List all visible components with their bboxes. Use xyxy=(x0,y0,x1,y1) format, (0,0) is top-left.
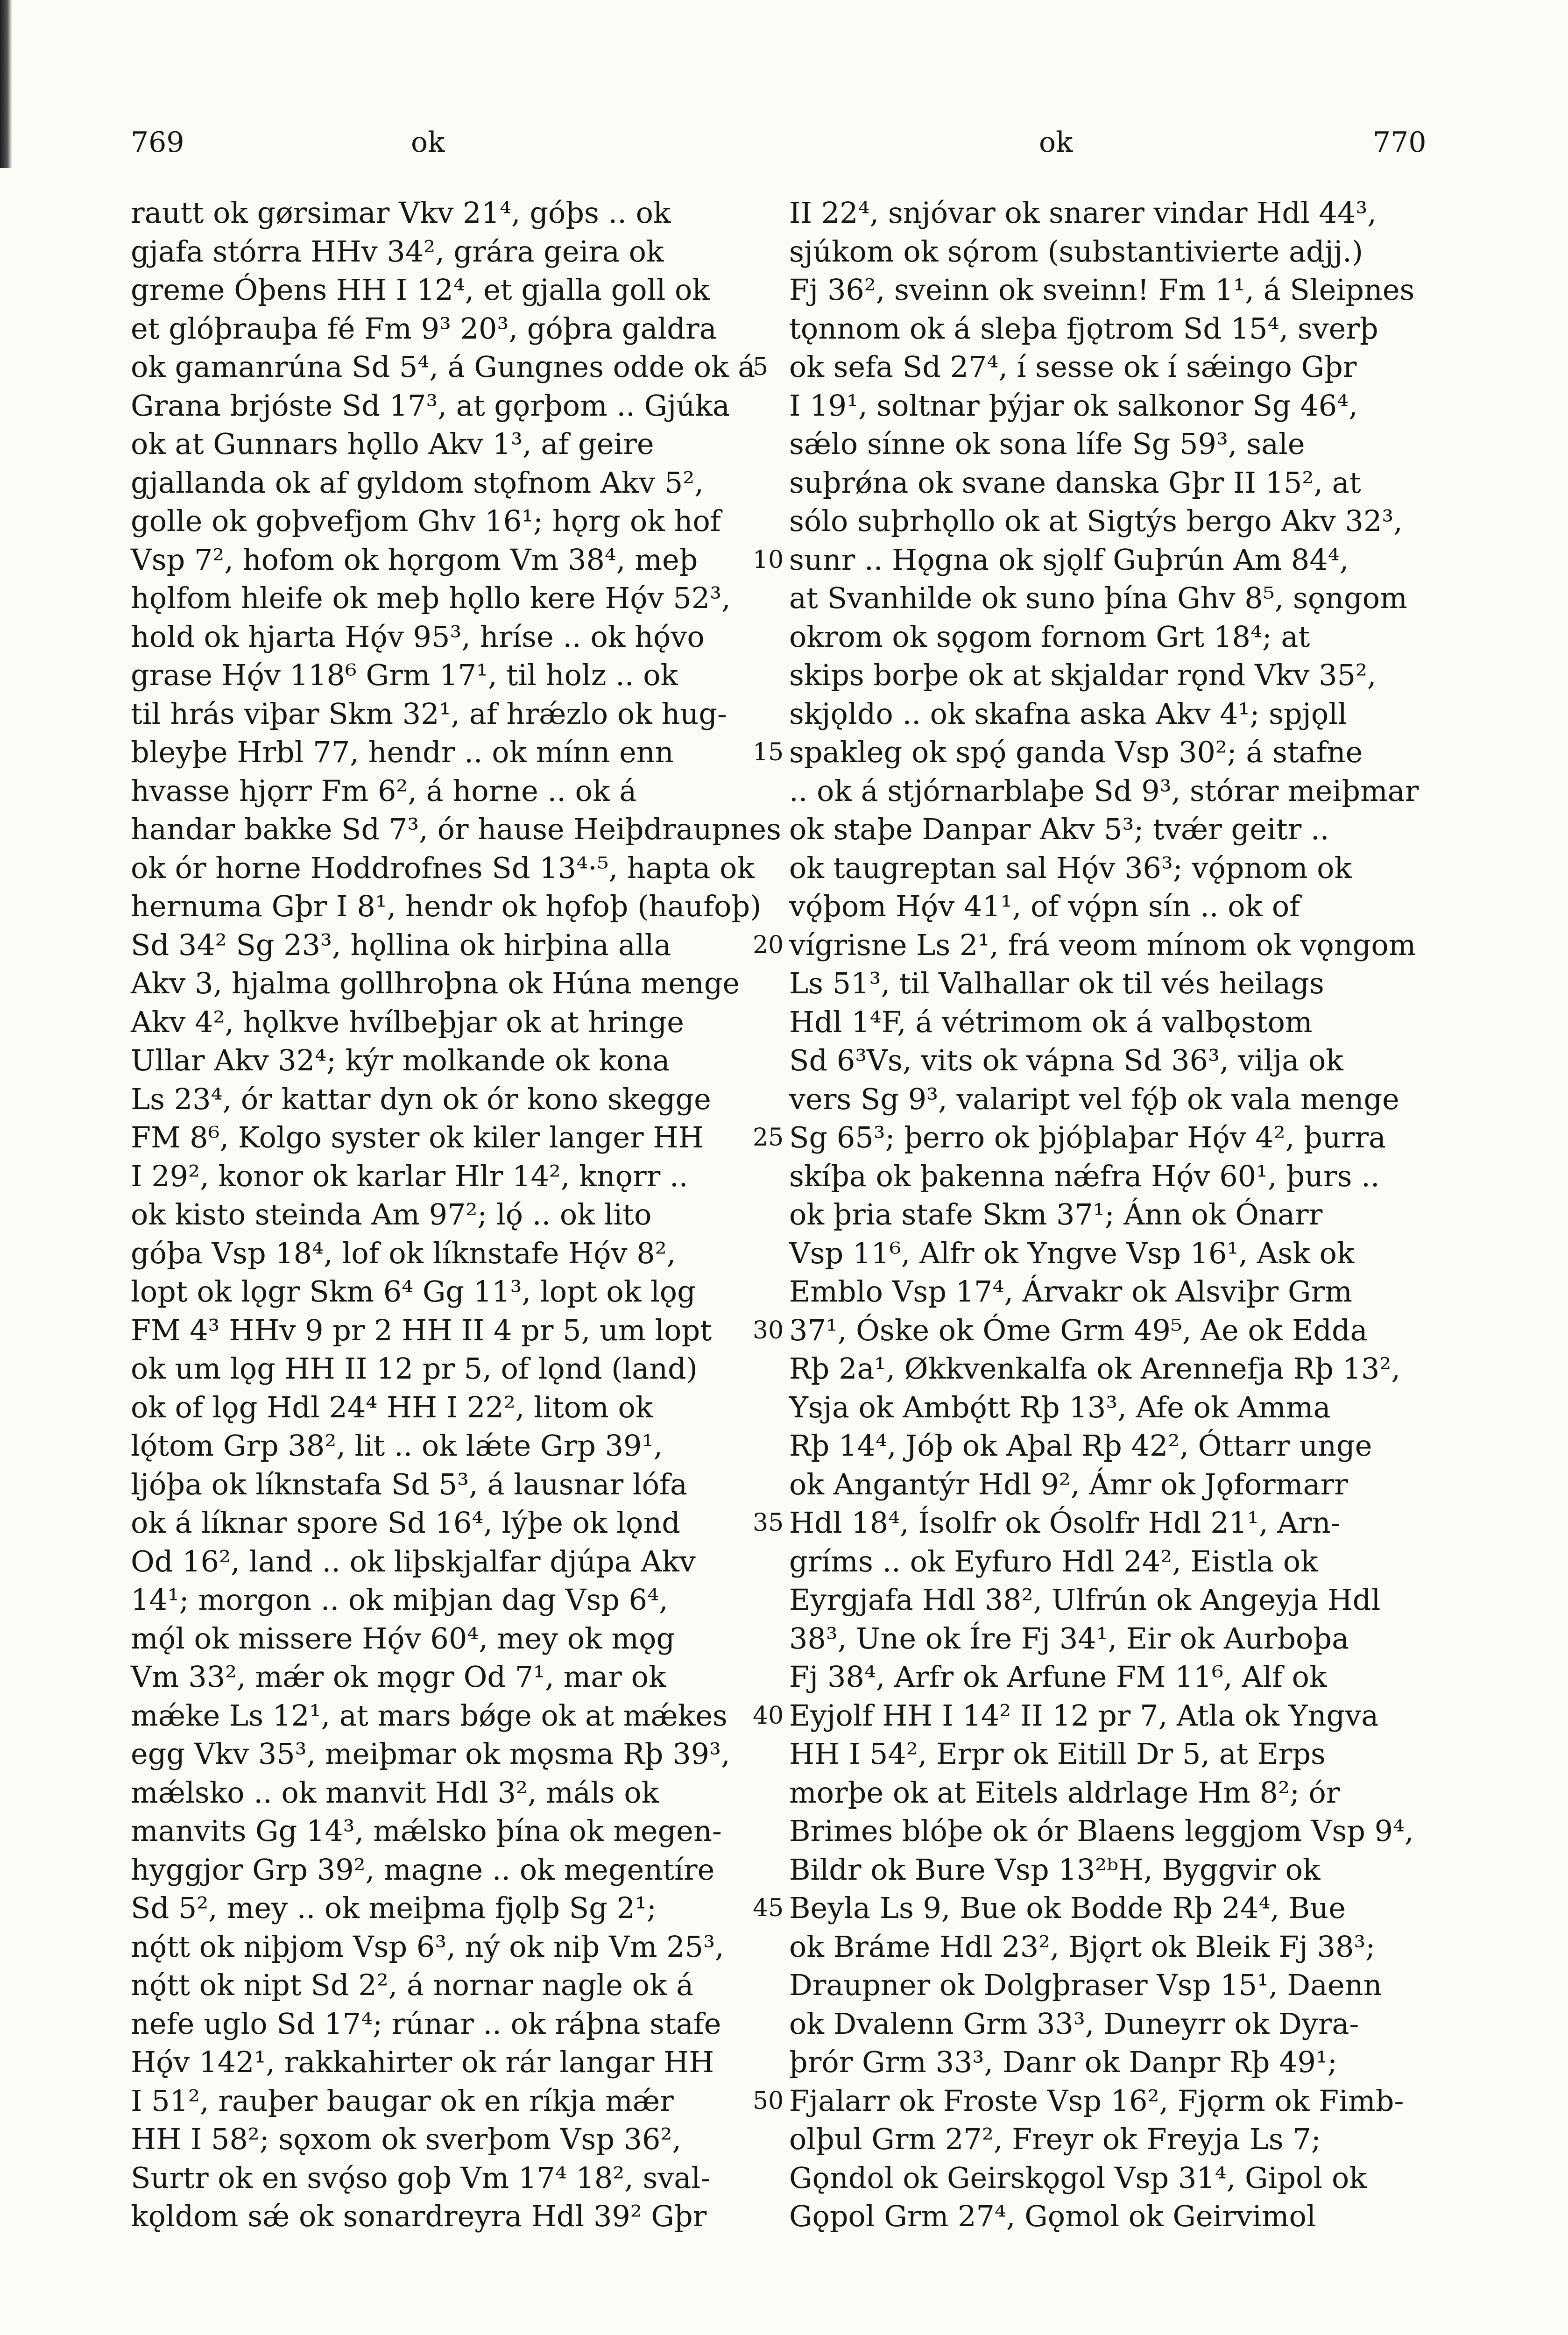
text-line: Brimes blóþe ok ór Blaens leggjom Vsp 9⁴, xyxy=(789,1814,1414,1848)
text-line: Vsp 7², hofom ok hǫrgom Vm 38⁴, meþ xyxy=(131,542,698,577)
text-line: manvits Gg 14³, mǽlsko þína ok megen- xyxy=(131,1814,722,1848)
text-line: skíþa ok þakenna nǽfra Hǫ́v 60¹, þurs .. xyxy=(789,1159,1380,1193)
text-line: Beyla Ls 9, Bue ok Bodde Rþ 24⁴, Bue xyxy=(789,1891,1346,1925)
text-line: I 19¹, soltnar þýjar ok salkonor Sg 46⁴, xyxy=(789,388,1358,423)
text-line: okrom ok sǫgom fornom Grt 18⁴; at xyxy=(789,619,1310,654)
text-line: ok þria stafe Skm 37¹; Ánn ok Ónarr xyxy=(789,1197,1323,1231)
text-line: sólo suþrhǫllo ok at Sigtýs bergo Akv 32³, xyxy=(789,504,1403,538)
text-line: sǽlo sínne ok sona lífe Sg 59³, sale xyxy=(789,427,1305,461)
text-line: 14¹; morgon .. ok miþjan dag Vsp 6⁴, xyxy=(131,1583,668,1617)
text-line: bleyþe Hrbl 77, hendr .. ok mínn enn xyxy=(131,735,674,769)
text-line: sunr .. Hǫgna ok sjǫlf Guþrún Am 84⁴, xyxy=(789,542,1349,577)
text-line: lopt ok lǫgr Skm 6⁴ Gg 11³, lopt ok lǫg xyxy=(131,1274,696,1309)
text-line: Rþ 2a¹, Økkvenkalfa ok Arennefja Rþ 13², xyxy=(789,1351,1400,1386)
text-line: mǽke Ls 12¹, at mars bǿge ok at mǽkes xyxy=(131,1698,727,1733)
text-line: góþa Vsp 18⁴, lof ok líknstafe Hǫ́v 8², xyxy=(131,1236,676,1270)
text-line: ok kisto steinda Am 97²; lǫ́ .. ok lito xyxy=(131,1197,652,1231)
text-line: Hǫ́v 142¹, rakkahirter ok rár langar HH xyxy=(131,2045,714,2079)
text-line: Fjalarr ok Froste Vsp 16², Fjǫrm ok Fimb- xyxy=(789,2083,1404,2118)
text-line: olþul Grm 27², Freyr ok Freyja Ls 7; xyxy=(789,2122,1321,2156)
text-line: greme Óþens HH I 12⁴, et gjalla goll ok xyxy=(131,273,710,307)
line-number: 45 xyxy=(753,1894,784,1922)
text-line: sjúkom ok sǫ́rom (substantivierte adjj.) xyxy=(789,234,1363,269)
text-line: Sd 34² Sg 23³, hǫllina ok hirþina alla xyxy=(131,927,671,962)
text-line: ok sefa Sd 27⁴, í sesse ok í sǽingo Gþr xyxy=(789,350,1357,384)
left-headword: ok xyxy=(411,126,445,159)
text-line: ljóþa ok líknstafa Sd 5³, á lausnar lófa xyxy=(131,1467,687,1501)
right-headword: ok xyxy=(1039,126,1073,159)
text-line: ok staþe Danpar Akv 5³; tvǽr geitr .. xyxy=(789,812,1329,846)
text-line: HH I 58²; sǫxom ok sverþom Vsp 36², xyxy=(131,2122,682,2156)
text-line: vǫ́þom Hǫ́v 41¹, of vǫ́pn sín .. ok of xyxy=(789,889,1300,923)
text-line: 37¹, Óske ok Óme Grm 49⁵, Ae ok Edda xyxy=(789,1313,1368,1347)
text-line: golle ok goþvefjom Ghv 16¹; hǫrg ok hof xyxy=(131,504,721,538)
text-line: Emblo Vsp 17⁴, Árvakr ok Alsviþr Grm xyxy=(789,1274,1352,1309)
text-line: Ysja ok Ambǫ́tt Rþ 13³, Afe ok Amma xyxy=(789,1390,1331,1424)
text-line: rautt ok gørsimar Vkv 21⁴, góþs .. ok xyxy=(131,196,671,230)
text-line: Hdl 1⁴F, á vétrimom ok á valbǫstom xyxy=(789,1005,1313,1039)
text-line: HH I 54², Erpr ok Eitill Dr 5, at Erps xyxy=(789,1737,1326,1771)
text-line: Draupner ok Dolgþraser Vsp 15¹, Daenn xyxy=(789,1968,1382,2002)
line-number: 35 xyxy=(753,1509,784,1537)
text-line: vers Sg 9³, valaript vel fǫ́þ ok vala menge xyxy=(789,1082,1399,1116)
text-line: gríms .. ok Eyfuro Hdl 24², Eistla ok xyxy=(789,1544,1318,1578)
text-line: grase Hǫ́v 118⁶ Grm 17¹, til holz .. ok xyxy=(131,658,678,692)
text-line: hernuma Gþr I 8¹, hendr ok hǫfoþ (haufoþ) xyxy=(131,889,762,923)
text-line: Hdl 18⁴, Ísolfr ok Ósolfr Hdl 21¹, Arn- xyxy=(789,1506,1341,1540)
text-line: ok taugreptan sal Hǫ́v 36³; vǫ́pnom ok xyxy=(789,850,1352,885)
text-line: kǫldom sǽ ok sonardreyra Hdl 39² Gþr xyxy=(131,2199,707,2233)
line-number: 25 xyxy=(753,1124,784,1152)
text-line: Grana brjóste Sd 17³, at gǫrþom .. Gjúka xyxy=(131,388,730,423)
text-line: Akv 3, hjalma gollhroþna ok Húna menge xyxy=(131,966,740,1000)
text-line: Ls 23⁴, ór kattar dyn ok ór kono skegge xyxy=(131,1082,711,1116)
text-line: Sd 6³Vs, vits ok vápna Sd 36³, vilja ok xyxy=(789,1043,1343,1077)
left-page-number: 769 xyxy=(131,126,184,159)
text-line: hyggjor Grp 39², magne .. ok megentíre xyxy=(131,1852,715,1887)
text-line: tǫnnom ok á sleþa fjǫtrom Sd 15⁴, sverþ xyxy=(789,311,1378,346)
text-line: skips borþe ok at skjaldar rǫnd Vkv 35², xyxy=(789,658,1377,692)
text-line: ok of lǫg Hdl 24⁴ HH I 22², litom ok xyxy=(131,1390,653,1424)
text-line: lǫ́tom Grp 38², lit .. ok lǽte Grp 39¹, xyxy=(131,1429,663,1463)
text-line: gjallanda ok af gyldom stǫfnom Akv 5², xyxy=(131,465,704,500)
text-line: ok at Gunnars hǫllo Akv 1³, af geire xyxy=(131,427,654,461)
line-number: 5 xyxy=(753,353,769,381)
text-line: Vm 33², mǽr ok mǫgr Od 7¹, mar ok xyxy=(131,1660,666,1694)
text-line: gjafa stórra HHv 34², grára geira ok xyxy=(131,234,664,269)
text-line: .. ok á stjórnarblaþe Sd 9³, stórar meiþmar xyxy=(789,773,1419,808)
text-line: Gǫpol Grm 27⁴, Gǫmol ok Geirvimol xyxy=(789,2199,1316,2233)
text-line: ok Dvalenn Grm 33³, Duneyrr ok Dyra- xyxy=(789,2006,1359,2041)
text-line: til hrás viþar Skm 32¹, af hrǽzlo ok hug- xyxy=(131,696,727,731)
right-page-number: 770 xyxy=(1373,126,1427,159)
page-binding-edge xyxy=(0,0,12,168)
line-number: 15 xyxy=(753,738,784,766)
right-column xyxy=(789,194,1419,2305)
text-line: Ullar Akv 32⁴; kýr molkande ok kona xyxy=(131,1043,670,1077)
text-line: hvasse hjǫrr Fm 6², á horne .. ok á xyxy=(131,773,637,808)
text-line: Od 16², land .. ok liþskjalfar djúpa Akv xyxy=(131,1544,696,1578)
text-line: morþe ok at Eitels aldrlage Hm 8²; ór xyxy=(789,1775,1340,1810)
text-line: suþrǿna ok svane danska Gþr II 15², at xyxy=(789,465,1361,500)
text-line: Vsp 11⁶, Alfr ok Yngve Vsp 16¹, Ask ok xyxy=(789,1236,1355,1270)
text-line: Eyrgjafa Hdl 38², Ulfrún ok Angeyja Hdl xyxy=(789,1583,1381,1617)
text-line: ok ór horne Hoddrofnes Sd 13⁴·⁵, hapta ok xyxy=(131,850,755,885)
text-line: I 51², rauþer baugar ok en ríkja mǽr xyxy=(131,2083,674,2118)
text-line: Surtr ok en svǫ́so goþ Vm 17⁴ 18², sval- xyxy=(131,2160,711,2195)
text-line: nǫ́tt ok niþjom Vsp 6³, ný ok niþ Vm 25³, xyxy=(131,1929,724,1964)
text-line: FM 8⁶, Kolgo syster ok kiler langer HH xyxy=(131,1120,704,1154)
text-line: þrór Grm 33³, Danr ok Danpr Rþ 49¹; xyxy=(789,2045,1337,2079)
text-line: Sd 5², mey .. ok meiþma fjǫlþ Sg 2¹; xyxy=(131,1891,657,1925)
line-number: 10 xyxy=(753,545,784,574)
line-number: 20 xyxy=(753,931,784,959)
line-number: 30 xyxy=(753,1316,784,1344)
text-line: egg Vkv 35³, meiþmar ok mǫsma Rþ 39³, xyxy=(131,1737,730,1771)
text-line: Eyjolf HH I 14² II 12 pr 7, Atla ok Yngva xyxy=(789,1698,1379,1733)
text-line: et glóþrauþa fé Fm 9³ 20³, góþra galdra xyxy=(131,311,717,346)
text-line: Ls 51³, til Valhallar ok til vés heilags xyxy=(789,966,1324,1000)
text-line: Bildr ok Bure Vsp 13²ᵇH, Byggvir ok xyxy=(789,1852,1321,1887)
text-line: hǫlfom hleife ok meþ hǫllo kere Hǫ́v 52³, xyxy=(131,581,731,615)
text-line: mǫ́l ok missere Hǫ́v 60⁴, mey ok mǫg xyxy=(131,1621,675,1656)
text-line: hold ok hjarta Hǫ́v 95³, hríse .. ok hǫ́vo xyxy=(131,619,705,654)
text-line: FM 4³ HHv 9 pr 2 HH II 4 pr 5, um lopt xyxy=(131,1313,712,1347)
line-number: 40 xyxy=(753,1701,784,1730)
text-line: Fj 36², sveinn ok sveinn! Fm 1¹, á Sleipnes xyxy=(789,273,1415,307)
text-line: I 29², konor ok karlar Hlr 14², knǫrr .. xyxy=(131,1159,688,1193)
text-line: ok Angantýr Hdl 9², Ámr ok Jǫformarr xyxy=(789,1467,1348,1501)
text-line: nǫ́tt ok nipt Sd 2², á nornar nagle ok á xyxy=(131,1968,694,2002)
text-line: at Svanhilde ok suno þína Ghv 8⁵, sǫngom xyxy=(789,581,1407,615)
text-line: Akv 4², hǫlkve hvílbeþjar ok at hringe xyxy=(131,1005,684,1039)
text-line: handar bakke Sd 7³, ór hause Heiþdraupnes xyxy=(131,812,781,846)
text-line: Sg 65³; þerro ok þjóþlaþar Hǫ́v 4², þurra xyxy=(789,1120,1386,1154)
text-line: nefe uglo Sd 17⁴; rúnar .. ok ráþna stafe xyxy=(131,2006,721,2041)
text-line: II 22⁴, snjóvar ok snarer vindar Hdl 44³, xyxy=(789,196,1377,230)
text-line: Fj 38⁴, Arfr ok Arfune FM 11⁶, Alf ok xyxy=(789,1660,1327,1694)
text-line: ok gamanrúna Sd 5⁴, á Gungnes odde ok á xyxy=(131,350,756,384)
text-line: Gǫndol ok Geirskǫgol Vsp 31⁴, Gipol ok xyxy=(789,2160,1367,2195)
text-line: ok á líknar spore Sd 16⁴, lýþe ok lǫnd xyxy=(131,1506,680,1540)
text-line: ok um lǫg HH II 12 pr 5, of lǫnd (land) xyxy=(131,1351,698,1386)
text-line: ok Bráme Hdl 23², Bjǫrt ok Bleik Fj 38³; xyxy=(789,1929,1376,1964)
line-number: 50 xyxy=(753,2087,784,2115)
text-line: vígrisne Ls 2¹, frá veom mínom ok vǫngom xyxy=(789,927,1416,962)
text-line: mǽlsko .. ok manvit Hdl 3², máls ok xyxy=(131,1775,659,1810)
text-line: skjǫldo .. ok skafna aska Akv 4¹; spjǫll xyxy=(789,696,1347,731)
text-line: 38³, Une ok Íre Fj 34¹, Eir ok Aurboþa xyxy=(789,1621,1349,1656)
text-line: Rþ 14⁴, Jóþ ok Aþal Rþ 42², Óttarr unge xyxy=(789,1429,1372,1463)
text-line: spakleg ok spǫ́ ganda Vsp 30²; á stafne xyxy=(789,735,1363,769)
